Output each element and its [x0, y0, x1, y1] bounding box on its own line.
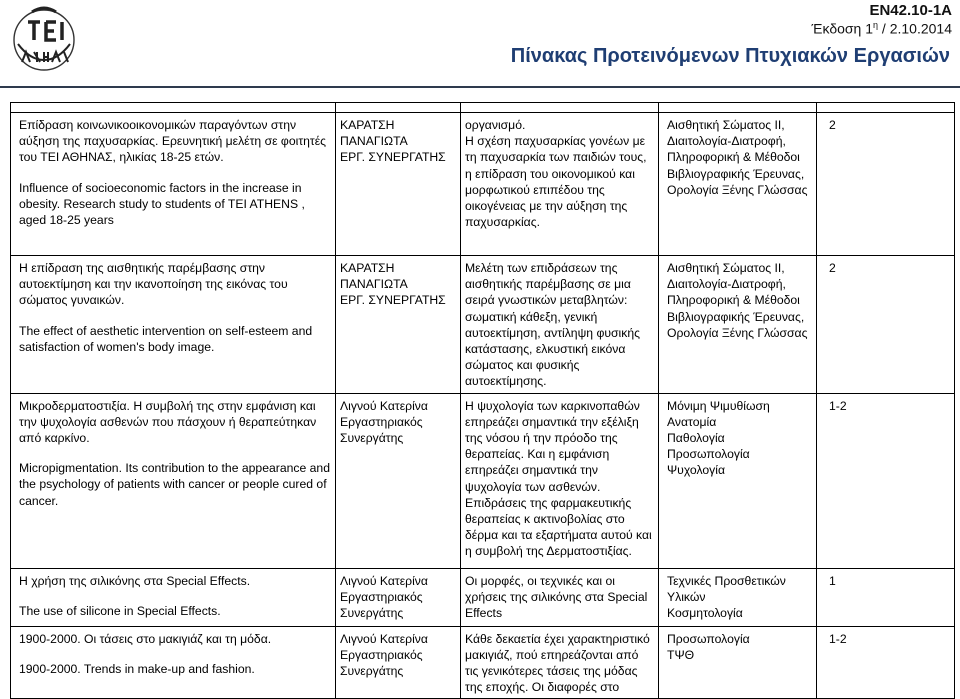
course-item: Ορολογία Ξένης Γλώσσας	[667, 182, 808, 197]
table-row	[11, 113, 955, 256]
thesis-topic-cell	[11, 256, 336, 394]
course-item: Τεχνικές Προσθετικών	[667, 573, 786, 588]
edition-label	[812, 20, 952, 37]
topic-greek: Επίδραση κοινωνικοοικονομικών παραγόντων στην αύξηση της παχυσαρκίας. Ερευνητική μελέτη σε φοιτητές του ΤΕΙ ΑΘΗΝΑΣ, ηλικίας 18-25 ετών.	[19, 118, 327, 165]
supervisor-line: Συνεργάτης	[340, 664, 404, 679]
description-cell: Οι μορφές, οι τεχνικές και οι χρήσεις της σιλικόνης στα Special Effects	[461, 568, 659, 626]
topic-greek: Η χρήση της σιλικόνης στα Special Effects.	[19, 573, 251, 588]
header-divider	[0, 86, 960, 88]
document-code: EN42.10-1A	[869, 2, 952, 19]
supervisor-line: Λιγνού Κατερίνα	[340, 573, 428, 588]
course-item: Διαιτολογία-Διατροφή,	[667, 277, 786, 292]
students-count-cell: 2	[817, 256, 955, 394]
supervisor-line: Εργαστηριακός	[340, 589, 423, 604]
course-item: Κοσμητολογία	[667, 606, 743, 621]
students-count-cell: 1	[817, 568, 955, 626]
table-header-strip	[11, 103, 955, 113]
course-item: Βιβλιογραφικής Έρευνας,	[667, 309, 805, 324]
students-count-cell: 1-2	[817, 393, 955, 568]
page-title: Πίνακας Προτεινόμενων Πτυχιακών Εργασιών	[510, 45, 950, 67]
table-row	[11, 626, 955, 699]
edition-prefix: Έκδοση 1	[811, 20, 874, 37]
supervisor-line: Εργαστηριακός	[340, 647, 423, 662]
related-courses-cell	[659, 568, 817, 626]
tei-athens-logo	[4, 0, 84, 82]
description-cell: Η ψυχολογία των καρκινοπαθών επηρεάζει σημαντικά την εξέλιξη της νόσου ή την πρόοδο της θεραπείας. Και η εμφάνιση επηρεάζει σημαντικά την ψυχολογία των ασθενών. Επιδράσεις της φαρμακευτικής θεραπείας κ ακτινοβολίας στο δέρμα και τα εξαρτήματα αυτού και η συμβολή της Δερματοστιξίας.	[461, 393, 659, 568]
supervisor-line: Συνεργάτης	[340, 606, 404, 621]
topic-greek: Μικροδερματοστιξία. Η συμβολή της στην εμφάνιση και την ψυχολογία ασθενών που πάσχουν ή θεραπεύτηκαν από καρκίνο.	[19, 398, 317, 446]
course-item: Αισθητική Σώματος ΙΙ,	[667, 261, 785, 275]
supervisor-cell	[336, 626, 461, 699]
topic-english: 1900-2000. Trends in make-up and fashion.	[19, 661, 255, 676]
supervisor-line: Συνεργάτης	[340, 431, 404, 446]
related-courses-cell	[659, 113, 817, 256]
supervisor-line: ΕΡΓ. ΣΥΝΕΡΓΑΤΗΣ	[340, 293, 446, 308]
topic-english: The use of silicone in Special Effects.	[19, 603, 221, 618]
related-courses-cell	[659, 256, 817, 394]
course-item: Πληροφορική & Μέθοδοι	[667, 293, 800, 308]
topic-greek: Η επίδραση της αισθητικής παρέμβασης στην αυτοεκτίμηση και την ικανοποίηση της εικόνας του σώματος γυναικών.	[19, 261, 288, 308]
description-cell: Μελέτη των επιδράσεων της αισθητικής παρέμβασης σε μια σειρά γνωστικών μεταβλητών: σωματική κάθεξη, γενική αυτοεκτίμηση, αντίληψη φυσικής κατάστασης, ελκυστική εικόνα σώματος και φυσικής αυτοεκτίμησης.	[461, 256, 659, 394]
edition-date: / 2.10.2014	[878, 20, 952, 37]
related-courses-cell	[659, 626, 817, 699]
supervisor-cell	[336, 256, 461, 394]
theses-table	[10, 102, 955, 699]
thesis-topic-cell	[11, 113, 336, 256]
thesis-topic-cell	[11, 626, 336, 699]
edition-sup: η	[873, 20, 879, 30]
course-item: Μόνιμη Ψιμυθίωση	[667, 398, 770, 413]
course-item: Προσωπολογία	[667, 631, 750, 646]
course-item: Ανατομία	[667, 414, 717, 429]
thesis-topic-cell	[11, 568, 336, 626]
students-count-cell: 1-2	[817, 626, 955, 699]
course-item: Αισθητική Σώματος ΙΙ,	[667, 118, 785, 132]
supervisor-cell	[336, 568, 461, 626]
thesis-topic-cell	[11, 393, 336, 568]
supervisor-line: ΕΡΓ. ΣΥΝΕΡΓΑΤΗΣ	[340, 150, 446, 165]
course-item: Ορολογία Ξένης Γλώσσας	[667, 325, 808, 340]
course-item: Βιβλιογραφικής Έρευνας,	[667, 166, 805, 181]
supervisor-line: Λιγνού Κατερίνα	[340, 398, 428, 413]
students-count-cell: 2	[817, 113, 955, 256]
topic-greek: 1900-2000. Οι τάσεις στο μακιγιάζ και τη μόδα.	[19, 631, 272, 646]
course-item: ΤΨΘ	[667, 647, 695, 662]
description-cell: οργανισμό. Η σχέση παχυσαρκίας γονέων με τη παχυσαρκία των παιδιών τους, η επίδραση του οικονομικού και μορφωτικού επιπέδου της οικογένειας με την αύξηση της παχυσαρκίας.	[461, 113, 659, 256]
table-row	[11, 393, 955, 568]
supervisor-line: ΚΑΡΑΤΣΗ ΠΑΝΑΓΙΩΤΑ	[340, 261, 408, 292]
topic-english: Micropigmentation. Its contribution to the appearance and the psychology of patients with cancer or people cured of cancer.	[19, 461, 330, 508]
topic-english: Influence of socioeconomic factors in the increase in obesity. Research study to students of TEI ATHENS , aged 18-25 years	[19, 180, 305, 228]
course-item: Προσωπολογία	[667, 447, 750, 462]
supervisor-line: Εργαστηριακός	[340, 414, 423, 429]
topic-english: The effect of aesthetic intervention on self-esteem and satisfaction of women's body image.	[19, 323, 313, 354]
course-item: Διαιτολογία-Διατροφή,	[667, 134, 786, 149]
supervisor-cell	[336, 113, 461, 256]
course-item: Παθολογία	[667, 431, 725, 446]
course-item: Ψυχολογία	[667, 463, 725, 478]
supervisor-line: ΚΑΡΑΤΣΗ ΠΑΝΑΓΙΩΤΑ	[340, 118, 408, 149]
related-courses-cell	[659, 393, 817, 568]
supervisor-line: Λιγνού Κατερίνα	[340, 631, 428, 646]
course-item: Πληροφορική & Μέθοδοι	[667, 150, 800, 165]
description-cell: Κάθε δεκαετία έχει χαρακτηριστικό μακιγιάζ, πού επηρεάζονται από τις γενικότερες τάσεις της μόδας της εποχής. Οι διαφορές στο	[461, 626, 659, 699]
table-row	[11, 568, 955, 626]
table-row	[11, 256, 955, 394]
supervisor-cell	[336, 393, 461, 568]
course-item: Υλικών	[667, 589, 706, 604]
